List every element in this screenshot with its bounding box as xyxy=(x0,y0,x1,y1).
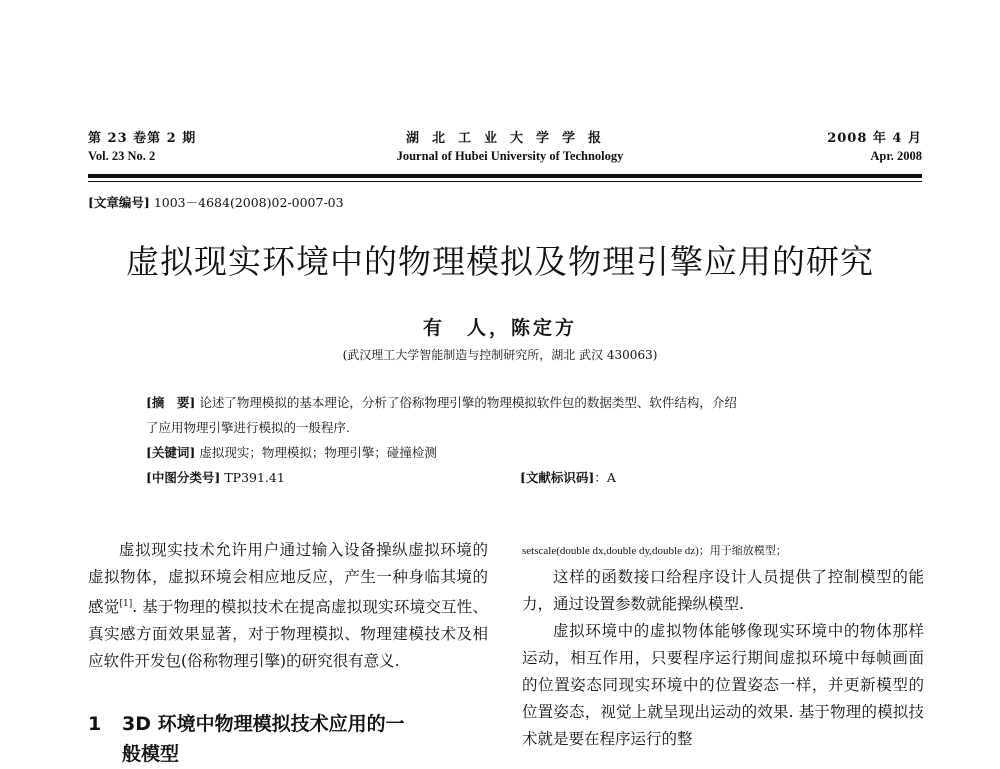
section-number: 1 xyxy=(88,713,102,735)
classification-label: [中图分类号] xyxy=(146,470,221,485)
article-id-label: [文章编号] xyxy=(88,195,150,210)
keywords xyxy=(146,443,437,461)
abstract-line-1 xyxy=(146,393,737,411)
keywords-value: 虚拟现实；物理模拟；物理引擎；碰撞检测 xyxy=(195,445,437,460)
left-column xyxy=(88,537,488,675)
article-id xyxy=(88,193,344,211)
citation: [1] xyxy=(119,599,133,609)
doc-code-label: [文献标识码] xyxy=(520,470,595,485)
intro-text-rest: . 基于物理的模拟技术在提高虚拟现实环境交互性、真实感方面效果显著，对于物理模拟、物理建模技术及相应软件开发包(俗称物理引擎)的研究很有意义. xyxy=(88,598,488,671)
authors: 有 人，陈定方 xyxy=(422,317,577,339)
pub-date-en: Apr. 2008 xyxy=(870,149,922,163)
doc-code xyxy=(520,468,616,486)
paper-title: 虚拟现实环境中的物理模拟及物理引擎应用的研究 xyxy=(126,242,874,281)
article-id-value: 1003－4684(2008)02-0007-03 xyxy=(149,195,344,210)
section-heading xyxy=(88,709,488,769)
journal-name-en: Journal of Hubei University of Technology xyxy=(396,149,624,163)
keywords-label: [关键词] xyxy=(146,445,196,460)
abstract-line-2: 了应用物理引擎进行模拟的一般程序. xyxy=(146,420,350,435)
right-paragraph-2: 虚拟环境中的虚拟物体能够像现实环境中的物体那样运动，相互作用，只要程序运行期间虚拟环境中每帧画面的位置姿态同现实环境中的位置姿态一样，并更新模型的位置姿态，视觉上就呈现出运动的效果. 基于物理的模拟技术就是要在程序运行的整 xyxy=(522,622,924,748)
right-column xyxy=(522,564,924,753)
section-title-line1: 3D 环境中物理模拟技术应用的一 xyxy=(122,713,405,735)
abstract-text-1: 论述了物理模拟的基本理论，分析了俗称物理引擎的物理模拟软件包的数据类型、软件结构，介绍 xyxy=(195,395,737,410)
section-title-line2: 般模型 xyxy=(122,743,180,765)
code-line: setscale(double dx,double dy,double dz)；用于缩放模型； xyxy=(522,545,787,557)
intro-paragraph xyxy=(88,537,488,675)
classification xyxy=(146,468,285,486)
abstract-label: [摘 要] xyxy=(146,395,196,410)
classification-value: TP391.41 xyxy=(220,470,285,485)
doc-code-value: ：A xyxy=(594,470,616,485)
header-rule-thin xyxy=(88,181,922,182)
affiliation: (武汉理工大学智能制造与控制研究所，湖北 武汉 430063) xyxy=(342,348,658,362)
volume-issue-cn: 第 23 卷第 2 期 xyxy=(88,131,197,146)
journal-name-cn: 湖北工业大学学报 xyxy=(405,131,614,146)
volume-issue-en: Vol. 23 No. 2 xyxy=(88,149,156,163)
pub-date-cn: 2008 年 4 月 xyxy=(827,131,922,146)
right-paragraph-1: 这样的函数接口给程序设计人员提供了控制模型的能力，通过设置参数就能操纵模型. xyxy=(522,568,924,613)
intro-text: 虚拟现实技术允许用户通过输入设备操纵虚拟环境的虚拟物体，虚拟环境会相应地反应，产生一种身临其境的感觉 xyxy=(88,541,488,617)
header-rule-thick xyxy=(88,174,922,178)
